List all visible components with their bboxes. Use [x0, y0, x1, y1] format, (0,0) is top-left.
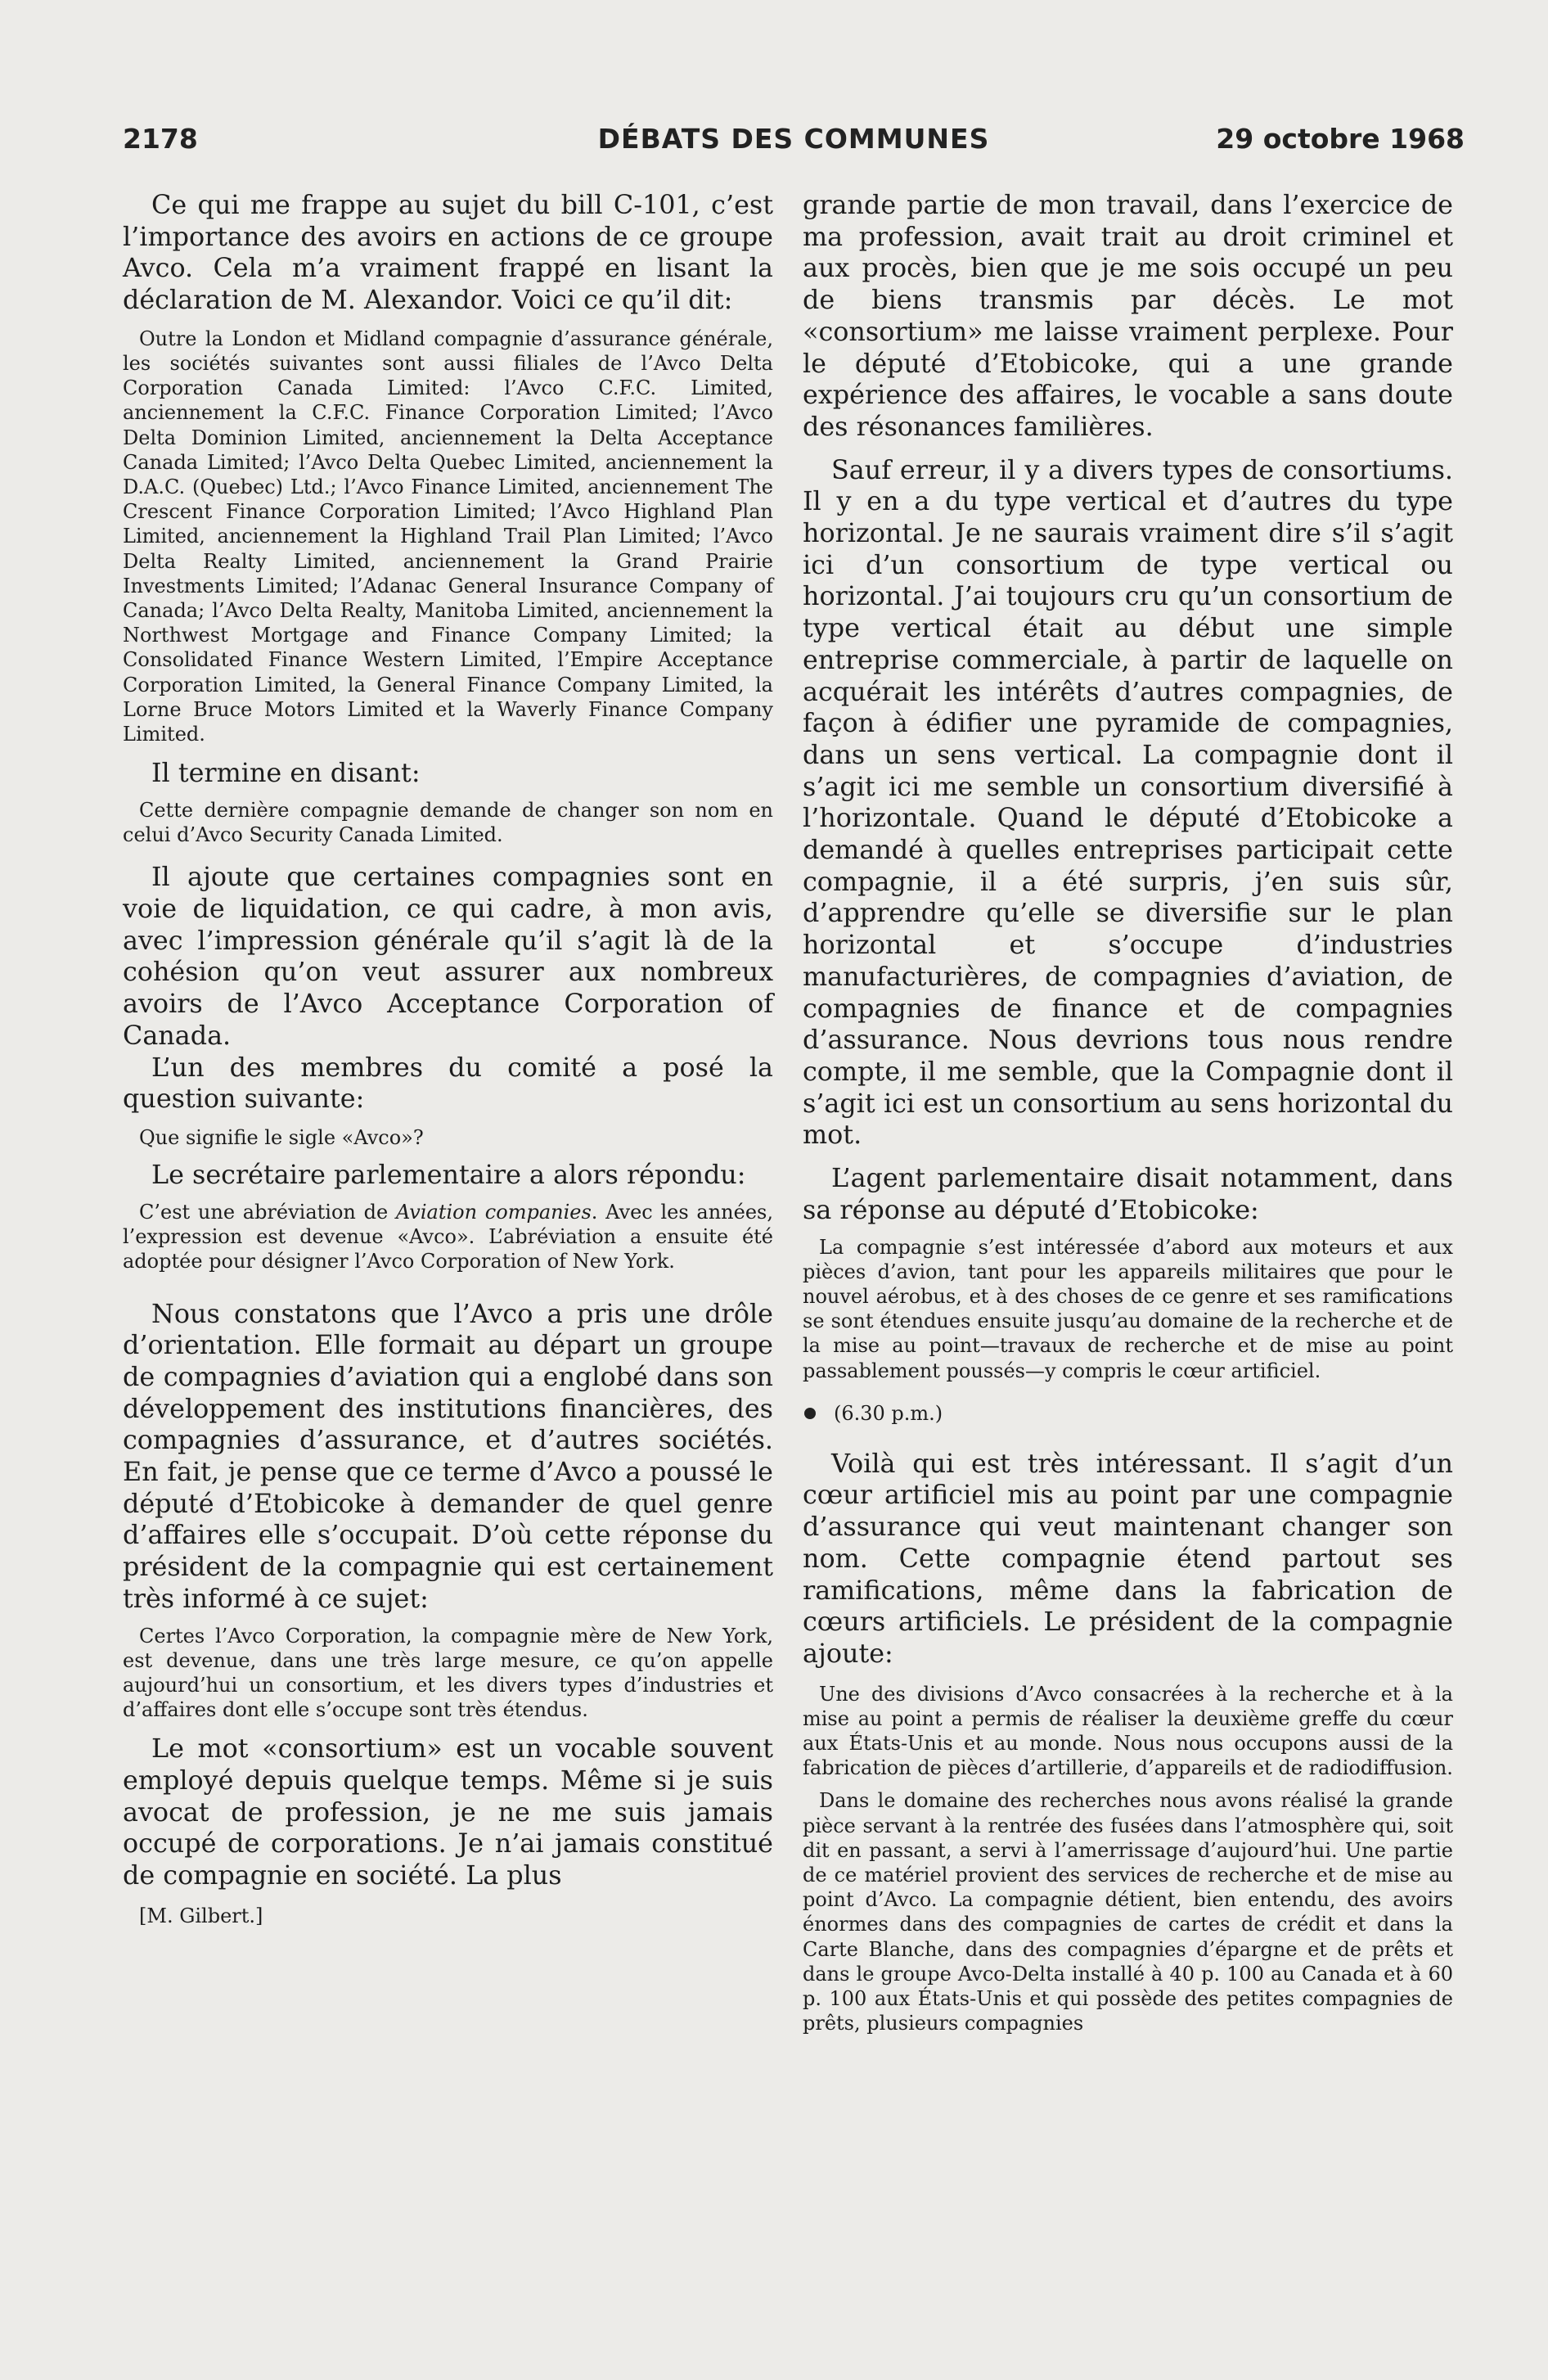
paragraph: Ce qui me frappe au sujet du bill C-101, c’est l’importance des avoirs en actions de ce groupe Avco. Cela m’a vraiment frappé en lisant la déclaration de M. Alexandor. Voici ce qu’il dit: — [123, 190, 773, 316]
quotation: Cette dernière compagnie demande de changer son nom en celui d’Avco Security Canada Limited. — [123, 798, 773, 847]
publication-date: 29 octobre 1968 — [1216, 123, 1465, 155]
quotation: La compagnie s’est intéressée d’abord aux moteurs et aux pièces d’avion, tant pour les appareils militaires que pour le nouvel aérobus, et à des choses de ce genre et ses ramifications se sont étendues ensuite jusqu’au domaine de la recherche et de la mise au point—travaux de recherche et de mise au point passablement poussés—y compris le cœur artificiel. — [803, 1235, 1453, 1382]
paragraph: Le secrétaire parlementaire a alors répondu: — [151, 1160, 746, 1191]
quotation-emphasis: Aviation companies — [395, 1200, 592, 1224]
quotation-text: C’est une abréviation de — [139, 1200, 396, 1224]
speaker-attribution: [M. Gilbert.] — [139, 1904, 263, 1927]
paragraph: L’agent parlementaire disait notamment, dans sa réponse au député d’Etobicoke: — [803, 1163, 1453, 1225]
paragraph: Sauf erreur, il y a divers types de consortiums. Il y en a du type vertical et d’autres du type horizontal. Je ne saurais vraiment dire s’il s’agit ici d’un consortium de type vertical ou horizontal. J’ai toujours cru qu’un consortium de type vertical était au début une simple entreprise commerciale, à partir de laquelle on acquérait les intérêts d’autres compagnies, de façon à édifier une pyramide de compagnies, dans un sens vertical. La compagnie dont il s’agit ici me semble un consortium diversifié à l’horizontale. Quand le député d’Etobicoke a demandé à quelles entreprises participait cette compagnie, il a été surpris, j’en suis sûr, d’apprendre qu’elle se diversifie sur le plan horizontal et s’occupe d’industries manufacturières, de compagnies d’aviation, de compagnies de finance et de compagnies d’assurance. Nous devrions tous nous rendre compte, il me semble, que la Compagnie dont il s’agit ici est un consortium au sens horizontal du mot. — [803, 454, 1453, 1151]
quotation: Que signifie le sigle «Avco»? — [139, 1126, 424, 1149]
quotation — [123, 1200, 773, 1274]
paragraph: L’un des membres du comité a posé la question suivante: — [123, 1052, 773, 1115]
paragraph: Nous constatons que l’Avco a pris une drôle d’orientation. Elle formait au départ un groupe de compagnies d’aviation qui a englobé dans son développement des institutions financières, des compagnies d’assurance, et d’autres sociétés. En fait, je pense que ce terme d’Avco a poussé le député d’Etobicoke à demander de quel genre d’affaires elle s’occupait. D’où cette réponse du président de la compagnie qui est certainement très informé à ce sujet: — [123, 1298, 773, 1614]
page-header — [123, 123, 1465, 164]
time-text: (6.30 p.m.) — [834, 1401, 943, 1425]
page-number: 2178 — [123, 123, 198, 155]
right-column — [803, 190, 1453, 2035]
quotation: Certes l’Avco Corporation, la compagnie mère de New York, est devenue, dans une très large mesure, ce qu’on appelle aujourd’hui un consortium, et les divers types d’industries et d’affaires dont elle s’occupe sont très étendus. — [123, 1624, 773, 1722]
publication-title: DÉBATS DES COMMUNES — [597, 123, 990, 155]
paragraph: Voilà qui est très intéressant. Il s’agit d’un cœur artificiel mis au point par une compagnie d’assurance qui veut maintenant changer son nom. Cette compagnie étend partout ses ramifications, même dans la fabrication de cœurs artificiels. Le président de la compagnie ajoute: — [803, 1448, 1453, 1669]
quotation: Dans le domaine des recherches nous avons réalisé la grande pièce servant à la rentrée des fusées dans l’atmosphère qui, soit dit en passant, a servi à l’amerrissage d’aujourd’hui. Une partie de ce matériel provient des services de recherche et de mise au point d’Avco. La compagnie détient, bien entendu, des avoirs énormes dans des compagnies de cartes de crédit et dans la Carte Blanche, dans des compagnies d’épargne et de prêts et dans le groupe Avco-Delta installé à 40 p. 100 au Canada et à 60 p. 100 aux États-Unis et qui possède des petites compagnies de prêts, plusieurs compagnies — [803, 1789, 1453, 2035]
paragraph: Il termine en disant: — [151, 758, 421, 789]
time-marker — [803, 1401, 1453, 1426]
paragraph: Il ajoute que certaines compagnies sont en voie de liquidation, ce qui cadre, à mon avis, avec l’impression générale qu’il s’agit là de la cohésion qu’on veut assurer aux nombreux avoirs de l’Avco Acceptance Corporation of Canada. — [123, 862, 773, 1051]
quotation: Outre la London et Midland compagnie d’assurance générale, les sociétés suivantes sont aussi filiales de l’Avco Delta Corporation Canada Limited: l’Avco C.F.C. Limited, anciennement la C.F.C. Finance Corporation Limited; l’Avco Delta Dominion Limited, anciennement la Delta Acceptance Canada Limited; l’Avco Delta Quebec Limited, anciennement la D.A.C. (Quebec) Ltd.; l’Avco Finance Limited, anciennement The Crescent Finance Corporation Limited; l’Avco Highland Plan Limited, anciennement la Highland Trail Plan Limited; l’Avco Delta Realty Limited, anciennement la Grand Prairie Investments Limited; l’Adanac General Insurance Company of Canada; l’Avco Delta Realty, Manitoba Limited, anciennement la Northwest Mortgage and Finance Company Limited; la Consolidated Finance Western Limited, l’Empire Acceptance Corporation Limited, la General Finance Company Limited, la Lorne Bruce Motors Limited et la Waverly Finance Company Limited. — [123, 327, 773, 746]
paragraph: Le mot «consortium» est un vocable souvent employé depuis quelque temps. Même si je suis avocat de profession, je ne me suis jamais occupé de corporations. Je n’ai jamais constitué de compagnie en société. La plus — [123, 1733, 773, 1891]
quotation-text: . Avec les années, l’expression est devenue «Avco». L’abréviation a ensuite été adoptée pour désigner l’Avco Corporation of New York. — [123, 1200, 773, 1273]
left-column — [123, 190, 773, 1928]
quotation: Une des divisions d’Avco consacrées à la recherche et à la mise au point a permis de réaliser la deuxième greffe du cœur aux États-Unis et au monde. Nous nous occupons aussi de la fabrication de pièces d’artillerie, d’appareils et de radiodiffusion. — [803, 1682, 1453, 1780]
paragraph: grande partie de mon travail, dans l’exercice de ma profession, avait trait au droit criminel et aux procès, bien que je me sois occupé un peu de biens transmis par décès. Le mot «consortium» me laisse vraiment perplexe. Pour le député d’Etobicoke, qui a une grande expérience des affaires, le vocable a sans doute des résonances familières. — [803, 190, 1453, 442]
bullet-icon — [804, 1408, 816, 1419]
